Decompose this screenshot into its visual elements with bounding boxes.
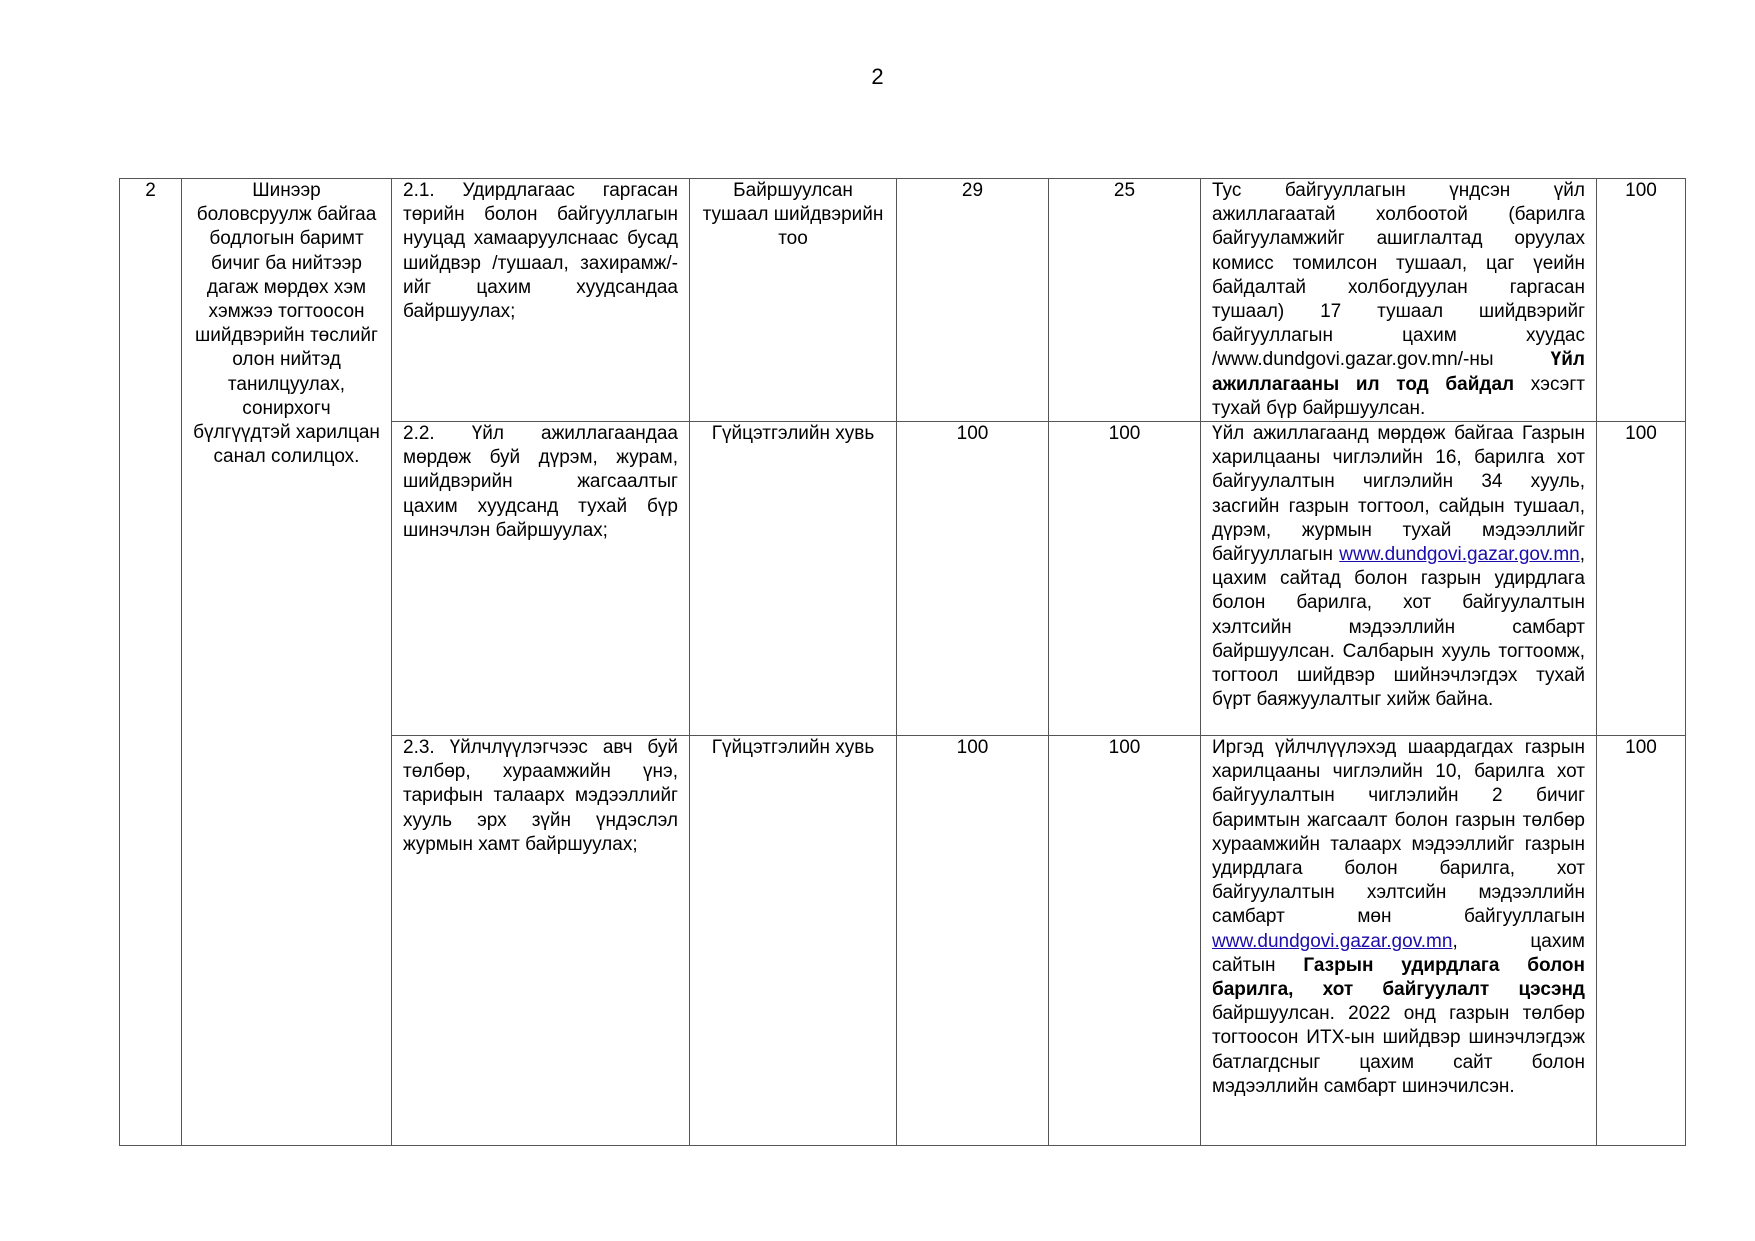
score-cell: 100 [1597,179,1686,422]
task-cell: 2.1. Удирдлагаас гаргасан төрийн болон байгууллагын нууцад хамааруулснаас бусад шийдвэр /тушаал, захирамж/-ийг цахим хуудсандаа байршуулах; [392,179,690,422]
page-number: 2 [871,64,884,89]
planned-value: 100 [897,736,1049,1146]
website-link[interactable]: www.dundgovi.gazar.gov.mn [1339,544,1580,566]
description-bold-text: Үйл ажиллагааны ил тод байдал [1212,349,1585,395]
description-cell [1201,736,1597,1146]
planned-value: 29 [897,179,1049,422]
indicator-cell: Байршуулсан тушаал шийдвэрийн тоо [690,179,897,422]
description-text: , цахим сайтад болон газрын удирдлага болон барилга, хот байгуулалтын хэлтсийн мэдээллийн самбарт байршуулсан. Салбарын хууль тогтоомж, тогтоол шийдвэр шийнэчлэгдэх тухай бүрт баяжуулалтыг хийж байна. [1212,544,1585,711]
score-cell: 100 [1597,422,1686,736]
task-cell: 2.3. Үйлчлүүлэгчээс авч буй төлбөр, хураамжийн үнэ, тарифын талаарх мэдээллийг хууль эрх зүйн үндэслэл журмын хамт байршуулах; [392,736,690,1146]
task-cell: 2.2. Үйл ажиллагаандаа мөрдөж буй дүрэм, журам, шийдвэрийн жагсаалтыг цахим хуудсанд тухай бүр шинэчлэн байршуулах; [392,422,690,736]
actual-value: 100 [1049,736,1201,1146]
actual-value: 25 [1049,179,1201,422]
description-text: хэсэгт тухай бүр байршуулсан. [1212,373,1585,419]
score-cell: 100 [1597,736,1686,1146]
report-table [119,178,1686,1146]
description-cell [1201,179,1597,422]
description-cell [1201,422,1597,736]
actual-value: 100 [1049,422,1201,736]
indicator-cell: Гүйцэтгэлийн хувь [690,736,897,1146]
description-text: Үйл ажиллагаанд мөрдөж байгаа Газрын харилцааны чиглэлийн 16, барилга хот байгуулалтын чиглэлийн 34 хууль, засгийн газрын тогтоол, сайдын тушаал, дүрэм, журмын тухай мэдээллийг байгууллагын [1212,423,1585,566]
description-bold-text: Газрын удирдлага болон барилга, хот байгуулалт цэсэнд [1212,954,1585,1001]
description-text: Тус байгууллагын үндсэн үйл ажиллагаатай холбоотой (барилга байгууламжийг ашиглалтад оруулах комисс томилсон тушаал, цаг үеийн байдалтай холбогдуулан гаргасан тушаал) 17 тушаал шийдвэрийг байгууллагын цахим хуудас /www.dundgovi.gazar.gov.mn/-ны [1212,180,1585,371]
indicator-cell: Гүйцэтгэлийн хувь [690,422,897,736]
table-row [120,179,1686,422]
description-text: Иргэд үйлчлүүлэхэд шаардагдах газрын харилцааны чиглэлийн 10, барилга хот байгуулалтын чиглэлийн 2 бичиг баримтын жагсаалт болон газрын төлбөр хураамжийн талаарх мэдээллийг газрын удирдлага болон барилга, хот байгуулалтын хэлтсийн мэдээллийн самбарт мөн байгууллагын [1212,737,1585,928]
description-text: байршуулсан. 2022 онд газрын төлбөр тогтоосон ИТХ-ын шийдвэр шинэчлэгдэж батлагдсныг цахим сайт болон мэдээллийн самбарт шинэчилсэн. [1212,1003,1585,1097]
goal-cell: Шинээр боловсруулж байгаа бодлогын баримт бичиг ба нийтээр дагаж мөрдөх хэм хэмжээ тогтоосон шийдвэрийн төслийг олон нийтэд танилцуулах, сонирхогч бүлгүүдтэй харилцан санал солилцох. [182,179,392,1146]
planned-value: 100 [897,422,1049,736]
row-number: 2 [120,179,182,1146]
website-link[interactable]: www.dundgovi.gazar.gov.mn [1212,930,1453,952]
description-text: , цахим сайтын [1212,930,1585,976]
